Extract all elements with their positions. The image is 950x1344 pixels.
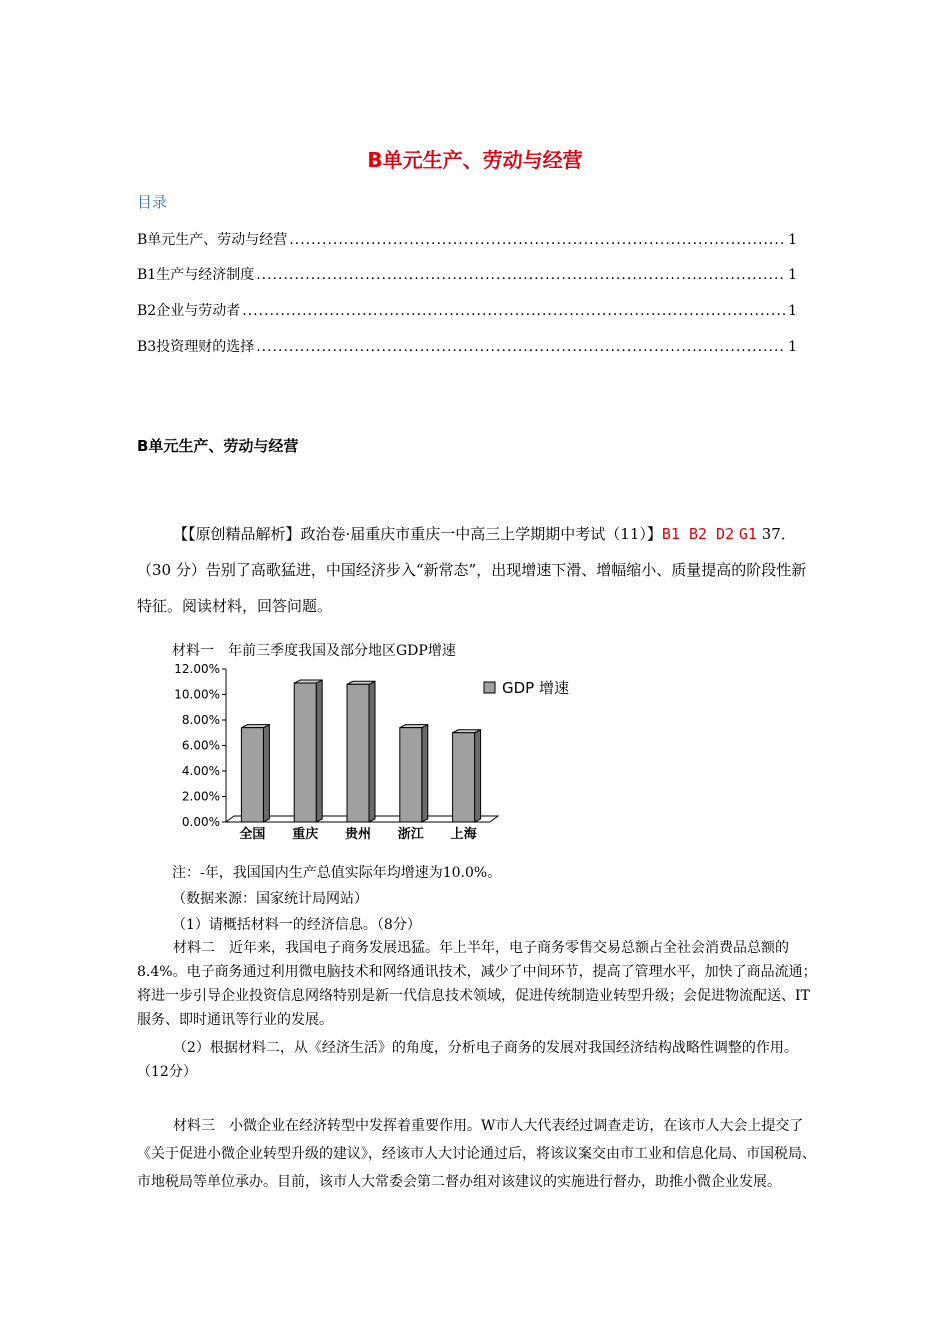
question-2: （2）根据材料二，从《经济生活》的角度，分析电子商务的发展对我国经济结构战略性调整的作用。（12分） <box>137 1040 798 1080</box>
toc-item-label[interactable]: B3投资理财的选择 <box>137 339 255 355</box>
question-source: 【【原创精品解析】政治卷·届重庆市重庆一中高三上学期期中考试（11）】 <box>173 525 662 543</box>
toc-item-label[interactable]: B1生产与经济制度 <box>137 267 255 283</box>
toc-item-page: 1 <box>788 232 797 248</box>
toc-item[interactable] <box>137 264 797 284</box>
bar <box>347 684 369 822</box>
toc-item-page: 1 <box>788 339 797 355</box>
legend-label: GDP 增速 <box>502 679 569 697</box>
toc-item-page: 1 <box>788 267 797 283</box>
material2-text: 材料二 近年来，我国电子商务发展迅猛。年上半年，电子商务零售交易总额占全社会消费品总额的8.4%。电子商务通过利用微电脑技术和网络通讯技术，减少了中间环节，提高了管理水平，加快了商品流通；将进一步引导企业投资信息网络特别是新一代信息技术领域，促进传统制造业转型升级；会促进物流配送、IT服务、即时通讯等行业的发展。 <box>137 940 817 1028</box>
x-tick-label: 贵州 <box>344 827 372 842</box>
page-title: B单元生产、劳动与经营 <box>367 148 583 172</box>
question-block <box>137 516 817 624</box>
x-tick-label: 全国 <box>239 827 266 842</box>
question-codes: B1 B2 D2 <box>661 525 735 543</box>
bar-side <box>263 725 269 822</box>
legend-swatch <box>484 682 495 693</box>
toc-leader-dots <box>256 267 786 283</box>
toc-leader-dots <box>242 303 786 319</box>
x-tick-label: 上海 <box>450 827 477 842</box>
section-heading: B单元生产、劳动与经营 <box>137 437 299 455</box>
toc-leader-dots <box>256 339 786 355</box>
x-tick-label: 重庆 <box>292 827 319 842</box>
bar <box>241 728 263 822</box>
bar <box>400 728 422 822</box>
y-tick-label: 6.00% <box>181 738 220 753</box>
chart-note: 注：-年，我国国内生产总值实际年均增速为10.0%。 <box>172 865 502 881</box>
question-codes: G1 <box>738 525 757 543</box>
toc-item[interactable] <box>137 336 797 356</box>
y-tick-label: 4.00% <box>181 764 220 778</box>
y-tick-label: 8.00% <box>181 713 220 727</box>
bar-side <box>316 680 322 822</box>
toc-item-page: 1 <box>788 303 797 319</box>
question-1: （1）请概括材料一的经济信息。（8分） <box>172 917 421 933</box>
y-tick-label: 0.00% <box>181 815 220 829</box>
gdp-chart <box>160 660 620 850</box>
bar-side <box>422 725 428 822</box>
toc-item-label[interactable]: B单元生产、劳动与经营 <box>137 232 288 248</box>
y-tick-label: 10.00% <box>174 687 220 702</box>
bar <box>453 733 475 822</box>
x-tick-label: 浙江 <box>397 827 424 842</box>
toc-item-label[interactable]: B2企业与劳动者 <box>137 303 241 319</box>
material3-text: 材料三 小微企业在经济转型中发挥着重要作用。W市人大代表经过调查走访，在该市人大会上提交了《关于促进小微企业转型升级的建议》，经该市人大讨论通过后，将该议案交由市工业和信息化局、市国税局、市地税局等单位承办。目前，该市人大常委会第二督办组对该建议的实施进行督办，助推小微企业发展。 <box>137 1118 816 1190</box>
question-stem: 37．（30 分）告别了高歌猛进，中国经济步入“新常态”，出现增速下滑、增幅缩小、质量提高的阶段性新特征。阅读材料，回答问题。 <box>137 525 807 615</box>
bar-side <box>475 730 481 822</box>
material1-title: 材料一 年前三季度我国及部分地区GDP增速 <box>172 643 456 659</box>
y-tick-label: 12.00% <box>174 662 220 676</box>
toc-item[interactable] <box>137 229 797 249</box>
bar-side <box>369 681 375 822</box>
y-tick-label: 2.00% <box>181 789 220 804</box>
bar <box>294 683 316 822</box>
toc-heading: 目录 <box>137 193 168 211</box>
toc-leader-dots <box>289 232 786 248</box>
toc-item[interactable] <box>137 300 797 320</box>
data-source: （数据来源：国家统计局网站） <box>172 891 368 907</box>
